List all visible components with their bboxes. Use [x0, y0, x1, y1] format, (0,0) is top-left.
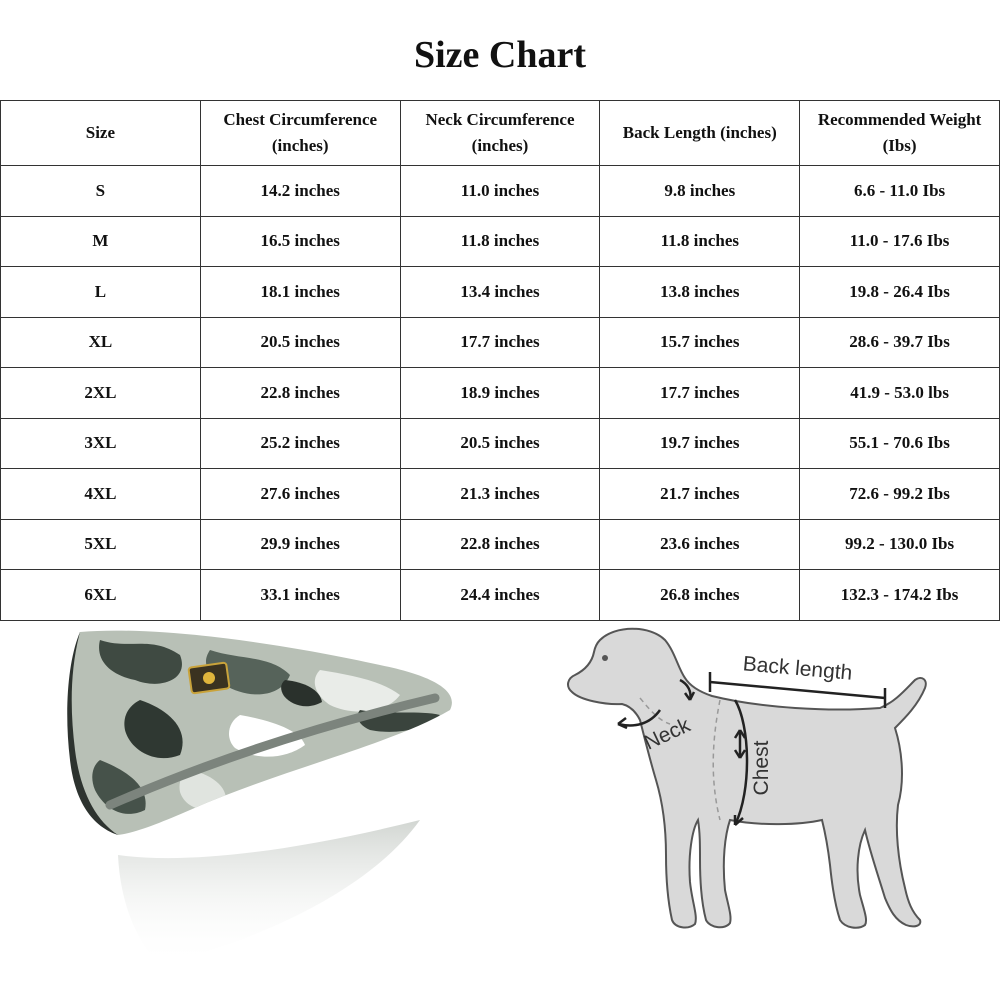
cell-neck: 24.4 inches	[400, 570, 600, 621]
cell-back: 17.7 inches	[600, 368, 800, 419]
cell-weight: 19.8 - 26.4 Ibs	[800, 267, 1000, 318]
table-row	[1, 519, 1000, 570]
cell-neck: 20.5 inches	[400, 418, 600, 469]
cell-chest: 33.1 inches	[200, 570, 400, 621]
cell-size: S	[1, 166, 201, 217]
cell-neck: 17.7 inches	[400, 317, 600, 368]
cell-back: 26.8 inches	[600, 570, 800, 621]
header-size: Size	[1, 101, 201, 166]
cell-back: 21.7 inches	[600, 469, 800, 520]
cell-back: 23.6 inches	[600, 519, 800, 570]
table-header-row	[1, 101, 1000, 166]
page-title: Size Chart	[413, 34, 587, 76]
header-back-length: Back Length (inches)	[600, 101, 800, 166]
cell-size: 2XL	[1, 368, 201, 419]
table-row	[1, 267, 1000, 318]
cell-chest: 14.2 inches	[200, 166, 400, 217]
cell-chest: 22.8 inches	[200, 368, 400, 419]
table-row	[1, 166, 1000, 217]
cell-weight: 41.9 - 53.0 lbs	[800, 368, 1000, 419]
chest-label: Chest	[750, 740, 773, 796]
cell-weight: 11.0 - 17.6 Ibs	[800, 216, 1000, 267]
cell-neck: 13.4 inches	[400, 267, 600, 318]
header-weight: Recommended Weight (Ibs)	[800, 101, 1000, 166]
cell-chest: 18.1 inches	[200, 267, 400, 318]
table-row	[1, 469, 1000, 520]
camo-coat-image	[40, 620, 480, 990]
cell-back: 13.8 inches	[600, 267, 800, 318]
cell-back: 19.7 inches	[600, 418, 800, 469]
cell-chest: 27.6 inches	[200, 469, 400, 520]
cell-chest: 16.5 inches	[200, 216, 400, 267]
cell-neck: 11.8 inches	[400, 216, 600, 267]
cell-weight: 28.6 - 39.7 Ibs	[800, 317, 1000, 368]
cell-back: 15.7 inches	[600, 317, 800, 368]
cell-weight: 132.3 - 174.2 Ibs	[800, 570, 1000, 621]
header-neck: Neck Circumference (inches)	[400, 101, 600, 166]
dog-measurement-diagram	[560, 620, 960, 940]
table-row	[1, 418, 1000, 469]
cell-size: 6XL	[1, 570, 201, 621]
table-row	[1, 368, 1000, 419]
cell-neck: 22.8 inches	[400, 519, 600, 570]
cell-neck: 21.3 inches	[400, 469, 600, 520]
header-chest: Chest Circumference (inches)	[200, 101, 400, 166]
cell-weight: 99.2 - 130.0 Ibs	[800, 519, 1000, 570]
cell-neck: 11.0 inches	[400, 166, 600, 217]
size-table	[0, 100, 1000, 621]
product-images	[0, 620, 1000, 1000]
back-length-label: Back length	[741, 652, 854, 685]
cell-back: 11.8 inches	[600, 216, 800, 267]
cell-chest: 25.2 inches	[200, 418, 400, 469]
cell-chest: 20.5 inches	[200, 317, 400, 368]
cell-size: 3XL	[1, 418, 201, 469]
table-row	[1, 570, 1000, 621]
cell-weight: 6.6 - 11.0 Ibs	[800, 166, 1000, 217]
cell-size: 4XL	[1, 469, 201, 520]
neck-label: Neck	[640, 713, 694, 755]
cell-size: M	[1, 216, 201, 267]
cell-back: 9.8 inches	[600, 166, 800, 217]
cell-size: XL	[1, 317, 201, 368]
table-row	[1, 317, 1000, 368]
cell-size: L	[1, 267, 201, 318]
table-row	[1, 216, 1000, 267]
cell-size: 5XL	[1, 519, 201, 570]
cell-chest: 29.9 inches	[200, 519, 400, 570]
cell-weight: 55.1 - 70.6 Ibs	[800, 418, 1000, 469]
cell-weight: 72.6 - 99.2 Ibs	[800, 469, 1000, 520]
cell-neck: 18.9 inches	[400, 368, 600, 419]
